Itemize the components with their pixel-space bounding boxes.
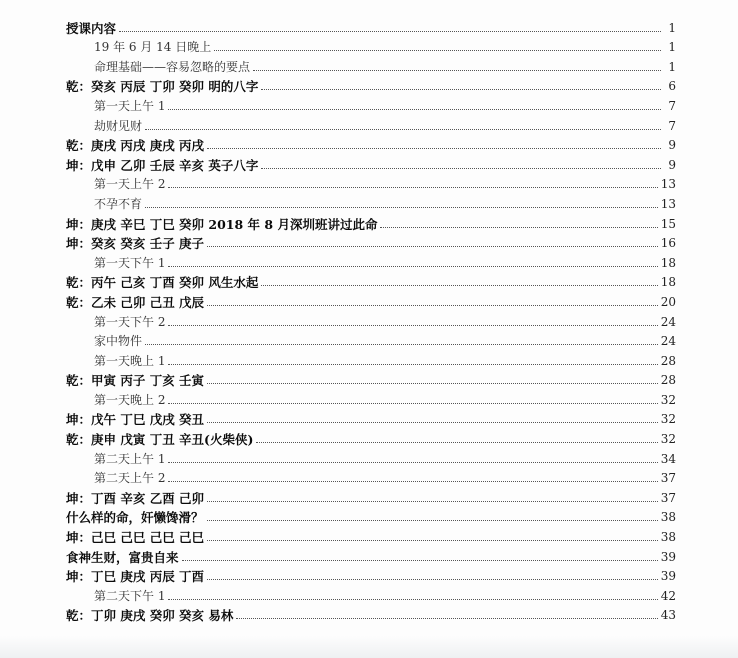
dot-leader: [168, 363, 657, 365]
toc-entry-subheading[interactable]: [66, 94, 676, 114]
toc-entry-subheading[interactable]: [66, 251, 676, 271]
toc-entry-heading[interactable]: [66, 271, 676, 291]
toc-entry-page-number: 13: [660, 177, 676, 192]
toc-entry-title: 乾：甲寅 丙子 丁亥 壬寅: [66, 373, 205, 389]
toc-entry-page-number: 39: [660, 549, 676, 564]
toc-entry-heading[interactable]: [66, 153, 676, 173]
dot-leader: [261, 284, 657, 286]
dot-leader: [168, 265, 657, 267]
dot-leader: [207, 382, 658, 384]
dot-leader: [168, 461, 657, 463]
dot-leader: [145, 343, 658, 345]
dot-leader: [253, 69, 661, 71]
toc-entry-page-number: 9: [668, 138, 676, 153]
toc-entry-page-number: 1: [668, 40, 676, 55]
toc-entry-title: 乾：庚申 戊寅 丁丑 辛丑(火柴侠): [66, 432, 254, 448]
toc-entry-page-number: 42: [660, 588, 676, 603]
toc-entry-heading[interactable]: [66, 506, 676, 526]
dot-leader: [256, 441, 657, 443]
toc-entry-page-number: 32: [660, 432, 676, 447]
toc-entry-subheading[interactable]: [66, 388, 676, 408]
toc-entry-subheading[interactable]: [66, 330, 676, 350]
dot-leader: [182, 559, 658, 561]
toc-entry-page-number: 7: [668, 118, 676, 133]
toc-entry-subheading[interactable]: [66, 310, 676, 330]
toc-entry-title: 第一天上午 1: [94, 98, 166, 113]
dot-leader: [207, 245, 658, 247]
toc-entry-subheading[interactable]: [66, 192, 676, 212]
toc-entry-page-number: 24: [660, 314, 676, 329]
toc-entry-page-number: 38: [660, 530, 676, 545]
toc-entry-subheading[interactable]: [66, 349, 676, 369]
toc-entry-page-number: 37: [660, 490, 676, 505]
toc-entry-page-number: 24: [660, 334, 676, 349]
toc-entry-page-number: 13: [660, 196, 676, 211]
toc-entry-title: 乾：丁卯 庚戌 癸卯 癸亥 易林: [66, 608, 234, 624]
toc-entry-title: 坤：丁巳 庚戌 丙辰 丁酉: [66, 569, 205, 585]
toc-entry-page-number: 1: [668, 59, 676, 74]
toc-entry-page-number: 18: [660, 255, 676, 270]
toc-entry-page-number: 1: [668, 20, 676, 35]
toc-entry-heading[interactable]: [66, 232, 676, 252]
dot-leader: [168, 402, 657, 404]
toc-entry-title: 坤：癸亥 癸亥 壬子 庚子: [66, 236, 205, 252]
toc-entry-heading[interactable]: [66, 369, 676, 389]
toc-entry-subheading[interactable]: [66, 173, 676, 193]
toc-entry-title: 家中物件: [94, 334, 143, 349]
dot-leader: [261, 167, 661, 169]
dot-leader: [207, 304, 658, 306]
dot-leader: [168, 324, 657, 326]
toc-entry-title: 乾：庚戌 丙戌 庚戌 丙戌: [66, 138, 205, 154]
toc-entry-heading[interactable]: [66, 604, 676, 624]
toc-entry-title: 坤：己巳 己巳 己巳 己巳: [66, 530, 205, 546]
toc-entry-title: 劫财见财: [94, 118, 143, 133]
toc-entry-subheading[interactable]: [66, 55, 676, 75]
toc-entry-title: 坤：丁酉 辛亥 乙酉 己卯: [66, 490, 205, 506]
dot-leader: [168, 186, 657, 188]
toc-entry-title: 授课内容: [66, 20, 117, 36]
toc-entry-page-number: 15: [660, 216, 676, 231]
toc-entry-page-number: 32: [660, 412, 676, 427]
dot-leader: [168, 598, 657, 600]
toc-entry-title: 坤：戊午 丁巳 戊戌 癸丑: [66, 412, 205, 428]
toc-entry-title: 第一天下午 1: [94, 255, 166, 270]
dot-leader: [207, 147, 661, 149]
dot-leader: [207, 500, 658, 502]
dot-leader: [168, 108, 661, 110]
toc-entry-subheading[interactable]: [66, 114, 676, 134]
toc-entry-page-number: 37: [660, 471, 676, 486]
toc-entry-title: 命理基础——容易忽略的要点: [94, 59, 251, 74]
toc-entry-title: 第二天上午 2: [94, 471, 166, 486]
toc-entry-title: 不孕不育: [94, 196, 143, 211]
toc-entry-heading[interactable]: [66, 525, 676, 545]
dot-leader: [380, 226, 657, 228]
toc-entry-heading[interactable]: [66, 212, 676, 232]
toc-entry-title: 什么样的命，奸懒馋滑？: [66, 510, 204, 526]
toc-entry-title: 第一天上午 2: [94, 177, 166, 192]
dot-leader: [119, 30, 661, 32]
toc-entry-title: 第二天上午 1: [94, 451, 166, 466]
toc-entry-heading[interactable]: [66, 565, 676, 585]
table-of-contents: [66, 16, 676, 623]
toc-entry-title: 食神生财，富贵自来: [66, 549, 179, 565]
dot-leader: [168, 480, 657, 482]
toc-entry-title: 坤：庚戌 辛巳 丁巳 癸卯 2018 年 8 月深圳班讲过此命: [66, 216, 378, 232]
dot-leader: [207, 519, 658, 521]
toc-entry-page-number: 16: [660, 236, 676, 251]
toc-entry-title: 第一天晚上 1: [94, 353, 166, 368]
dot-leader: [207, 539, 658, 541]
toc-entry-page-number: 28: [660, 373, 676, 388]
dot-leader: [207, 421, 658, 423]
toc-entry-page-number: 32: [660, 392, 676, 407]
toc-entry-page-number: 6: [668, 79, 676, 94]
toc-entry-page-number: 38: [660, 510, 676, 525]
toc-entry-heading[interactable]: [66, 408, 676, 428]
toc-entry-heading[interactable]: [66, 427, 676, 447]
toc-entry-subheading[interactable]: [66, 447, 676, 467]
toc-entry-page-number: 20: [660, 294, 676, 309]
dot-leader: [236, 617, 657, 619]
dot-leader: [214, 49, 661, 51]
toc-entry-title: 乾：丙午 己亥 丁酉 癸卯 风生水起: [66, 275, 259, 291]
toc-entry-heading[interactable]: [66, 486, 676, 506]
toc-entry-heading[interactable]: [66, 75, 676, 95]
dot-leader: [207, 578, 658, 580]
toc-entry-page-number: 28: [660, 353, 676, 368]
toc-entry-title: 第一天晚上 2: [94, 392, 166, 407]
toc-entry-page-number: 18: [660, 275, 676, 290]
dot-leader: [261, 88, 661, 90]
toc-entry-title: 第二天下午 1: [94, 588, 166, 603]
toc-entry-subheading[interactable]: [66, 467, 676, 487]
bottom-shadow: [0, 636, 738, 658]
toc-entry-heading[interactable]: [66, 16, 676, 36]
dot-leader: [145, 128, 661, 130]
toc-entry-heading[interactable]: [66, 545, 676, 565]
toc-entry-page-number: 7: [668, 98, 676, 113]
toc-entry-page-number: 39: [660, 569, 676, 584]
toc-entry-title: 乾：乙未 己卯 己丑 戊辰: [66, 294, 205, 310]
toc-entry-heading[interactable]: [66, 134, 676, 154]
toc-entry-subheading[interactable]: [66, 36, 676, 56]
toc-entry-subheading[interactable]: [66, 584, 676, 604]
toc-entry-title: 19 年 6 月 14 日晚上: [94, 40, 212, 55]
toc-entry-title: 第一天下午 2: [94, 314, 166, 329]
toc-entry-page-number: 34: [660, 451, 676, 466]
toc-entry-heading[interactable]: [66, 290, 676, 310]
dot-leader: [145, 206, 658, 208]
toc-entry-page-number: 9: [668, 157, 676, 172]
toc-entry-page-number: 43: [660, 608, 676, 623]
toc-entry-title: 坤：戊申 乙卯 壬辰 辛亥 英子八字: [66, 157, 259, 173]
toc-entry-title: 乾：癸亥 丙辰 丁卯 癸卯 明的八字: [66, 79, 259, 95]
